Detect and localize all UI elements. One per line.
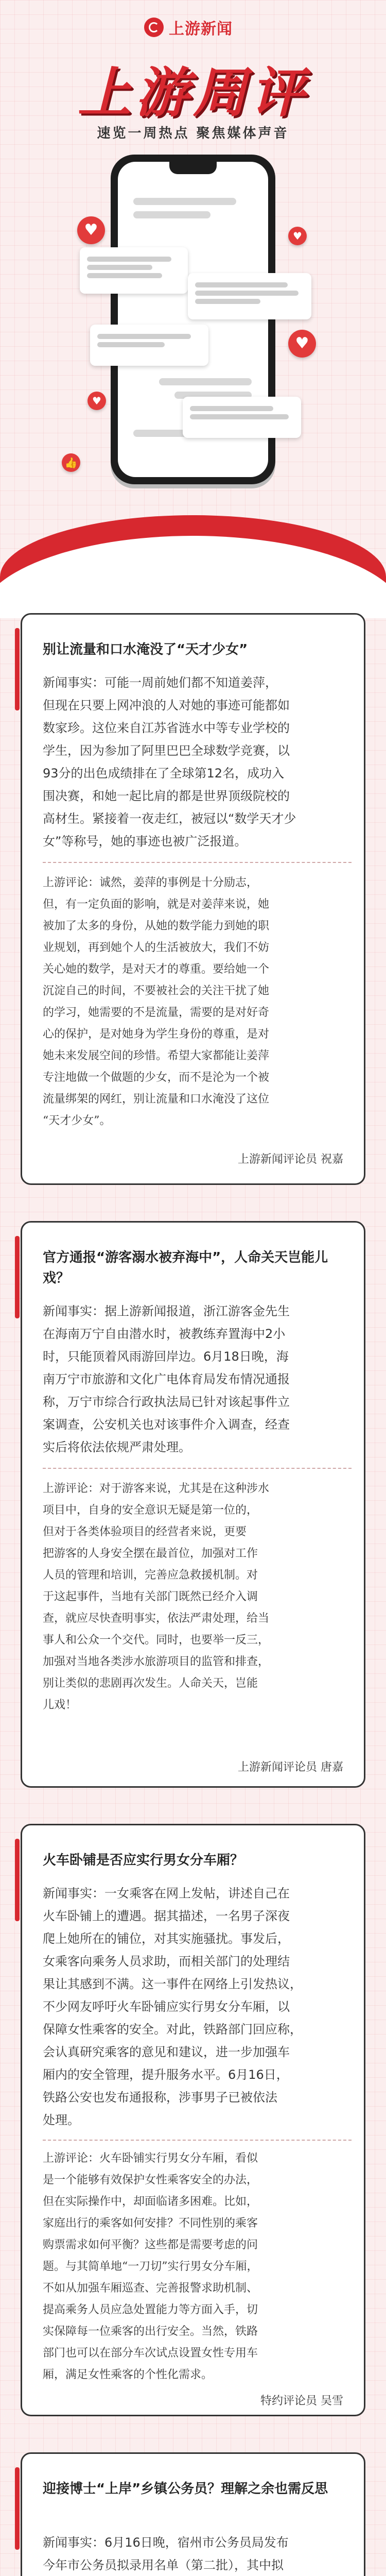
text-line: 会认真研究乘客的意见和建议，进一步加强车 — [43, 2045, 290, 2059]
chat-bubble — [90, 325, 208, 366]
chat-line — [133, 198, 236, 205]
text-line: 于这起事件，当地有关部门既然已经介入调 — [43, 1590, 258, 1603]
text-line: 儿戏！ — [43, 1699, 77, 1711]
commentary — [43, 1478, 352, 1716]
news-fact — [43, 1882, 352, 2131]
chat-bubble — [188, 273, 311, 319]
main-title: 上游周评 — [77, 63, 308, 123]
text-line: 女乘客向乘务人员求助，而相关部门的处理结 — [43, 1954, 290, 1969]
divider — [43, 1468, 352, 1469]
heart-icon: ♥ — [77, 216, 105, 244]
chat-line — [133, 211, 210, 218]
article-title: 火车卧铺是否应实行男女分车厢？ — [43, 1853, 244, 1868]
text-line: 新闻事实：可能一周前她们都不知道姜萍， — [43, 675, 277, 690]
text-line: 的学习，她需要的不是流量，需要的是对好奇 — [43, 1006, 270, 1019]
text-line: 保障女性乘客的安全。对此，铁路部门回应称， — [43, 2022, 302, 2037]
text-line: 高材生。紧接着一夜走红，被冠以“数学天才少 — [43, 811, 296, 826]
text-line: 围决赛，和她一起比肩的都是世界顶级院校的 — [43, 789, 290, 803]
subtitle: 速览一周热点 聚焦媒体声音 — [97, 126, 289, 141]
text-line: 业规划，再到她个人的生活被放大，我们不妨 — [43, 941, 270, 954]
text-line: 新闻事实：据上游新闻报道，浙江游客金先生 — [43, 1304, 290, 1318]
text-line: 不少网友呼吁火车卧铺应实行男女分车厢，以 — [43, 1999, 290, 2014]
chat-bubble — [80, 247, 188, 294]
news-fact — [43, 2531, 352, 2576]
text-line: 别让类似的悲剧再次发生。人命关天，岂能 — [43, 1677, 258, 1690]
text-line: 但，有一定负面的影响，就是对姜萍来说，她 — [43, 898, 270, 911]
article-title: 迎接博士“上岸”乡镇公务员？理解之余也需反思 — [43, 2481, 328, 2497]
text-line: 人员的管理和培训，完善应急救援机制。对 — [43, 1569, 258, 1582]
like-icon: 👍 — [62, 453, 80, 472]
text-line: 项目中，自身的安全意识无疑是第一位的， — [43, 1504, 258, 1517]
text-line: 学生，因为参加了阿里巴巴全球数学竞赛，以 — [43, 743, 290, 758]
article-author: 上游新闻评论员 祝嘉 — [238, 1153, 343, 1166]
text-line: 93分的出色成绩排在了全球第12名，成功入 — [43, 766, 285, 781]
text-line: 被加了太多的身份，从她的数学能力到她的职 — [43, 920, 270, 933]
text-line: 厢，满足女性乘客的个性化需求。 — [43, 2368, 213, 2381]
text-line: 家庭出行的乘客如何安排？不同性别的乘客 — [43, 2217, 258, 2230]
text-line: 处理。 — [43, 2113, 80, 2127]
text-line: 在海南万宁自由潜水时，被教练弃置海中2小 — [43, 1327, 286, 1341]
text-line: 新闻事实：6月16日晚，宿州市公务员局发布 — [43, 2535, 289, 2550]
text-line: 今年市公务员拟录用名单（第二批），其中拟 — [43, 2558, 284, 2572]
article-author: 特约评论员 吴雪 — [260, 2395, 343, 2408]
text-line: 上游评论：火车卧铺实行男女分车厢，看似 — [43, 2152, 258, 2165]
article-card-3 — [21, 1824, 365, 2416]
article-author: 上游新闻评论员 唐嘉 — [238, 1761, 343, 1774]
text-line: 南万宁市旅游和文化广电体育局发布情况通报 — [43, 1372, 290, 1386]
article-card-2 — [21, 1221, 365, 1788]
text-line: 是一个能够有效保护女性乘客安全的办法， — [43, 2174, 258, 2187]
chat-line — [159, 378, 252, 385]
text-line: 实后将依法依规严肃处理。 — [43, 1440, 191, 1454]
text-line: 新闻事实：一女乘客在网上发帖，讲述自己在 — [43, 1886, 290, 1901]
chat-bubble — [183, 397, 301, 438]
text-line: 但现在只要上网冲浪的人对她的事迹可能都如 — [43, 698, 290, 713]
text-line: 部门也可以在部分车次试点设置女性专用车 — [43, 2347, 258, 2360]
text-line: 题。与其简单地“一刀切”实行男女分车厢， — [43, 2260, 258, 2273]
heart-icon: ♥ — [288, 330, 316, 358]
commentary — [43, 2148, 352, 2386]
heart-icon: ♥ — [87, 392, 106, 410]
article-title: 别让流量和口水淹没了“天才少女” — [43, 642, 248, 657]
text-line: 事人和公众一个交代。同时，也要举一反三， — [43, 1634, 270, 1647]
text-line: 查，就应尽快查明事实，依法严肃处理，给当 — [43, 1612, 270, 1625]
text-line: 沉淀自己的时间，不要被社会的关注干扰了她 — [43, 985, 270, 997]
text-line: 关心她的数学，是对天才的尊重。要给她一个 — [43, 963, 270, 976]
text-line: 铁路公安也发布通报称，涉事男子已被依法 — [43, 2090, 277, 2105]
text-line: 案调查，公安机关也对该事件介入调查，经查 — [43, 1417, 290, 1432]
phone-notch — [169, 162, 217, 174]
text-line: 但对于各类体验项目的经营者来说，更要 — [43, 1526, 247, 1538]
text-line: 不如从加强车厢巡查、完善报警求助机制、 — [43, 2282, 258, 2295]
text-line: 购票需求如何平衡？这些都是需要考虑的问 — [43, 2239, 258, 2251]
phone-illustration — [111, 155, 275, 484]
text-line: 爬上她所在的铺位，对其实施骚扰。事发后， — [43, 1931, 290, 1946]
heart-icon: ♥ — [288, 227, 307, 245]
text-line: 实保障每一位乘客的出行安全。当然，铁路 — [43, 2325, 258, 2338]
text-line: 厢内的安全管理，提升服务水平。6月16日， — [43, 2067, 289, 2082]
text-line: 上游评论：对于游客来说，尤其是在这种涉水 — [43, 1482, 270, 1495]
text-line: 果让其感到不满。这一事件在网络上引发热议， — [43, 1977, 302, 1991]
text-line: 把游客的人身安全摆在最首位，加强对工作 — [43, 1547, 258, 1560]
text-line: 但在实际操作中，却面临诸多困难。比如， — [43, 2195, 258, 2208]
news-fact — [43, 1300, 352, 1459]
header-logo — [144, 15, 242, 39]
text-line: 称，万宁市综合行政执法局已针对该起事件立 — [43, 1395, 290, 1409]
text-line: 专注地做一个做题的少女，而不是沦为一个被 — [43, 1071, 270, 1084]
logo-text: 上游新闻 — [169, 20, 233, 38]
upstream-logo-icon — [144, 18, 164, 37]
divider — [43, 2140, 352, 2141]
commentary — [43, 872, 352, 1132]
text-line: 数家珍。这位来自江苏省涟水中等专业学校的 — [43, 721, 290, 735]
article-title: 官方通报“游客溺水被弃海中”，人命关天岂能儿戏？ — [43, 1250, 328, 1286]
text-line: 上游评论：诚然，姜萍的事例是十分励志， — [43, 876, 258, 889]
article-card-4 — [21, 2452, 365, 2576]
divider — [43, 862, 352, 863]
text-line: 火车卧铺上的遭遇。据其描述，一名男子深夜 — [43, 1909, 290, 1923]
text-line: “天才少女”。 — [43, 1114, 111, 1127]
article-card-1 — [21, 613, 365, 1185]
text-line: 她未来发展空间的珍惜。希望大家都能让姜萍 — [43, 1049, 270, 1062]
text-line: 女”等称号，她的事迹也被广泛报道。 — [43, 834, 247, 849]
text-line: 流量绑架的网红，别让流量和口水淹没了这位 — [43, 1093, 270, 1106]
text-line: 时，只能顶着风雨游回岸边。6月18日晚，海 — [43, 1349, 289, 1364]
news-fact — [43, 671, 352, 853]
text-line: 心的保护，是对她身为学生身份的尊重，是对 — [43, 1028, 270, 1041]
text-line: 提高乘务人员应急处置能力等方面入手，切 — [43, 2303, 258, 2316]
text-line: 加强对当地各类涉水旅游项目的监管和排查， — [43, 1655, 270, 1668]
